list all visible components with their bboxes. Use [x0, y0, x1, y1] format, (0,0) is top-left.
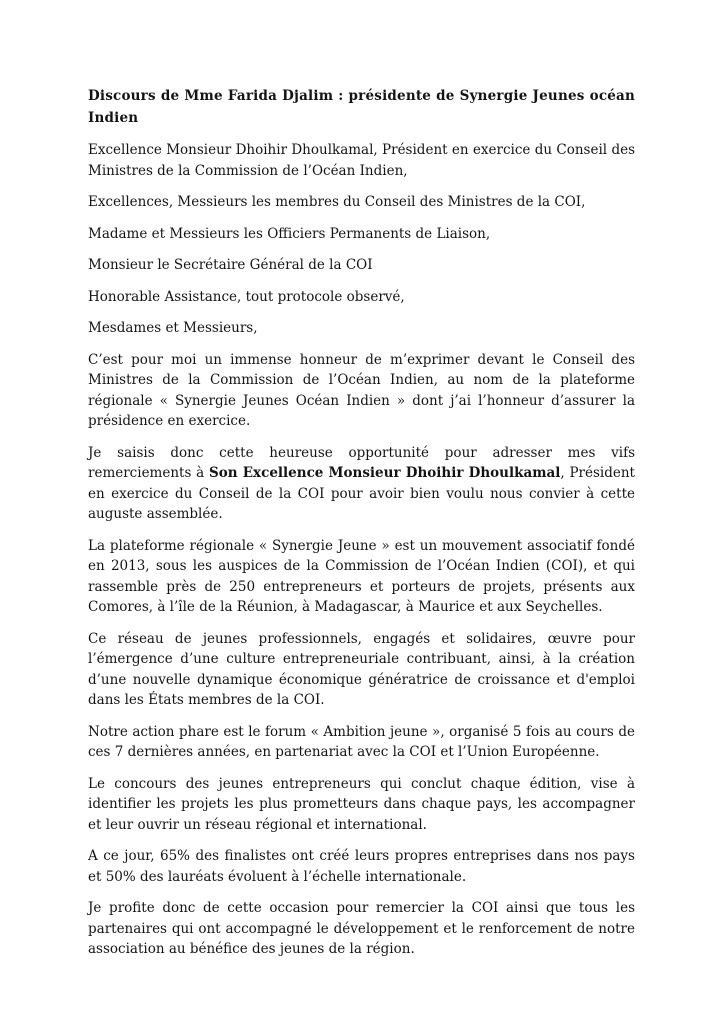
- paragraph-salutation-4: Monsieur le Secrétaire Général de la COI: [88, 257, 373, 273]
- paragraph-bold-name: Son Excellence Monsieur Dhoihir Dhoulkamal: [209, 465, 561, 481]
- paragraph-forum: Notre action phare est le forum « Ambition jeune », organisé 5 fois au cours de ces 7 dernières années, en partenariat avec la COI et l’Union Européenne.: [88, 723, 635, 760]
- paragraph-salutation-5: Honorable Assistance, tout protocole observé,: [88, 288, 405, 305]
- paragraph-text-pre: Je saisis donc cette heureuse opportunité pour adresser mes vifs remerciements à: [88, 444, 635, 481]
- document-title: Discours de Mme Farida Djalim : présidente de Synergie Jeunes océan Indien: [88, 88, 635, 126]
- paragraph-salutation-1: Excellence Monsieur Dhoihir Dhoulkamal, Président en exercice du Conseil des Ministres de la Commission de l’Océan Indien,: [88, 142, 635, 179]
- paragraph-text-post: , Président en exercice du Conseil de la COI pour avoir bien voulu nous convier à cette auguste assemblée.: [88, 465, 635, 522]
- paragraph-concours: Le concours des jeunes entrepreneurs qui conclut chaque édition, vise à identifier les projets les plus prometteurs dans chaque pays, les accompagner et leur ouvrir un réseau régional et international.: [88, 775, 635, 833]
- paragraph-remerciements: [88, 443, 635, 525]
- paragraph-salutation-6: Mesdames et Messieurs,: [88, 320, 258, 336]
- paragraph-statistiques: A ce jour, 65% des finalistes ont créé leurs propres entreprises dans nos pays et 50% des lauréats évoluent à l’échelle internationale.: [88, 848, 635, 885]
- paragraph-remerciement-final: Je profite donc de cette occasion pour remercier la COI ainsi que tous les partenaires qui ont accompagné le développement et le renforcement de notre association au bénéfice des jeunes de la région.: [88, 900, 635, 957]
- paragraph-reseau: Ce réseau de jeunes professionnels, engagés et solidaires, œuvre pour l’émergence d’une culture entrepreneuriale contribuant, ainsi, à la création d’une nouvelle dynamique économique génératrice de croissance et d'emploi dans les États membres de la COI.: [88, 630, 635, 708]
- paragraph-plateforme: La plateforme régionale « Synergie Jeune » est un mouvement associatif fondé en 2013, sous les auspices de la Commission de l’Océan Indien (COI), et qui rassemble près de 250 entrepreneurs et porteurs de projets, présents aux Comores, à l’île de la Réunion, à Madagascar, à Maurice et aux Seychelles.: [88, 537, 635, 615]
- paragraph-salutation-3: Madame et Messieurs les Officiers Permanents de Liaison,: [88, 225, 491, 242]
- paragraph-salutation-2: Excellences, Messieurs les membres du Conseil des Ministres de la COI,: [88, 194, 586, 210]
- paragraph-honneur: C’est pour moi un immense honneur de m’exprimer devant le Conseil des Ministres de la Commission de l’Océan Indien, au nom de la plateforme régionale « Synergie Jeunes Océan Indien » dont j’ai l’honneur d’assurer la présidence en exercice.: [88, 351, 635, 429]
